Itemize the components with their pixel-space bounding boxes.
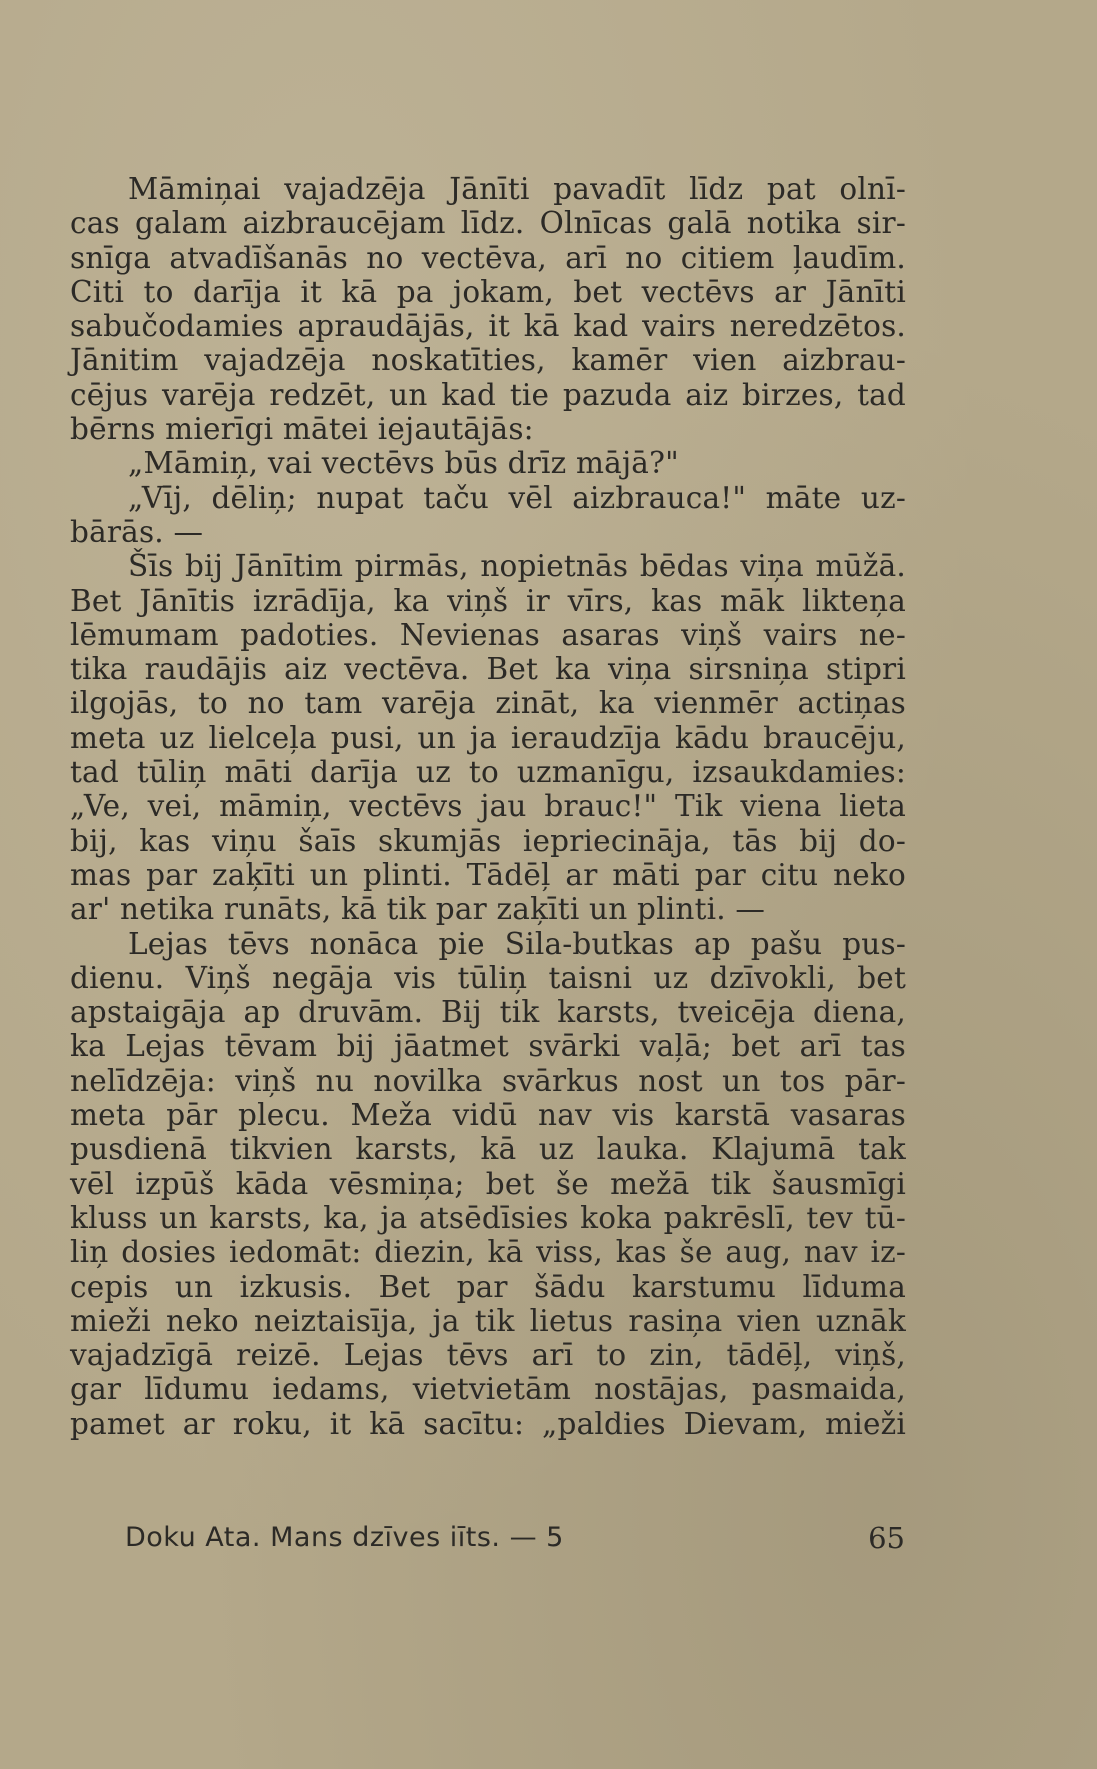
text-line: sabučodamies apraudājās, it kā kad vairs neredzētos. — [70, 309, 906, 344]
text-line: „Vīj, dēliņ; nupat taču vēl aizbrauca!" māte uz- — [128, 480, 906, 515]
text-line: pusdienā tikvien karsts, kā uz lauka. Klajumā tak — [70, 1132, 906, 1167]
text-line: bārās. — — [70, 514, 204, 549]
text-line: cējus varēja redzēt, un kad tie pazuda aiz birzes, tad — [70, 377, 906, 412]
text-line: bērns mierīgi mātei iejautājās: — [70, 412, 534, 447]
text-line: tad tūliņ māti darīja uz to uzmanīgu, izsaukdamies: — [70, 755, 906, 790]
text-line: nelīdzēja: viņš nu novilka svārkus nost un tos pār- — [70, 1063, 906, 1098]
text-line: bij, kas viņu šaīs skumjās iepriecināja, tās bij do- — [70, 823, 906, 858]
text-line: snīga atvadīšanās no vectēva, arī no citiem ļaudīm. — [70, 240, 906, 275]
text-line: Lejas tēvs nonāca pie Sila-butkas ap pašu pus- — [128, 926, 906, 961]
text-line: meta uz lielceļa pusi, un ja ieraudzīja kādu braucēju, — [70, 720, 906, 755]
text-line: Māmiņai vajadzēja Jānīti pavadīt līdz pat olnī- — [128, 172, 906, 206]
text-line: dienu. Viņš negāja vis tūliņ taisni uz dzīvokli, bet — [70, 960, 906, 995]
text-line: kluss un karsts, ka, ja atsēdīsies koka pakrēslī, tev tū- — [70, 1200, 906, 1235]
text-line: Bet Jānītis izrādīja, ka viņš ir vīrs, kas māk likteņa — [70, 583, 906, 618]
text-line: vēl izpūš kāda vēsmiņa; bet še mežā tik šausmīgi — [70, 1166, 906, 1201]
page-number: 65 — [868, 1521, 905, 1555]
footer-signature: Doku Ata. Mans dzīves iīts. — 5 — [125, 1522, 564, 1553]
text-line: ka Lejas tēvam bij jāatmet svārki vaļā; bet arī tas — [70, 1029, 906, 1064]
text-line: Citi to darīja it kā pa jokam, bet vectēvs ar Jānīti — [70, 274, 906, 309]
text-line: cas galam aizbraucējam līdz. Olnīcas galā notika sir- — [70, 206, 906, 241]
text-line: „Māmiņ, vai vectēvs būs drīz mājā?" — [128, 446, 679, 481]
text-line: cepis un izkusis. Bet par šādu karstumu līduma — [70, 1269, 906, 1304]
text-line: tika raudājis aiz vectēva. Bet ka viņa sirsniņa stipri — [70, 652, 906, 687]
text-line: vajadzīgā reizē. Lejas tēvs arī to zin, tādēļ, viņš, — [70, 1338, 906, 1373]
text-line: ilgojās, to no tam varēja zināt, ka vienmēr actiņas — [70, 686, 906, 721]
text-line: ar' netika runāts, kā tik par zaķīti un plinti. — — [70, 892, 766, 927]
body-text — [70, 172, 906, 1441]
text-line: liņ dosies iedomāt: diezin, kā viss, kas še aug, nav iz- — [70, 1235, 906, 1270]
text-line: Jānitim vajadzēja noskatīties, kamēr vien aizbrau- — [70, 343, 906, 378]
page-footer — [125, 1518, 905, 1558]
text-line: gar līdumu iedams, vietvietām nostājas, pasmaida, — [70, 1372, 906, 1407]
text-line: mas par zaķīti un plinti. Tādēļ ar māti par citu neko — [70, 857, 906, 892]
text-line: apstaigāja ap druvām. Bij tik karsts, tveicēja diena, — [70, 995, 906, 1030]
text-line: mieži neko neiztaisīja, ja tik lietus rasiņa vien uznāk — [70, 1303, 906, 1338]
text-line: pamet ar roku, it kā sacītu: „paldies Dievam, mieži — [70, 1406, 906, 1441]
text-line: meta pār plecu. Meža vidū nav vis karstā vasaras — [70, 1098, 906, 1133]
text-line: „Ve, vei, māmiņ, vectēvs jau brauc!" Tik viena lieta — [70, 789, 906, 824]
text-line: lēmumam padoties. Nevienas asaras viņš vairs ne- — [70, 617, 906, 652]
text-line: Šīs bij Jānītim pirmās, nopietnās bēdas viņa mūžā. — [128, 549, 906, 584]
